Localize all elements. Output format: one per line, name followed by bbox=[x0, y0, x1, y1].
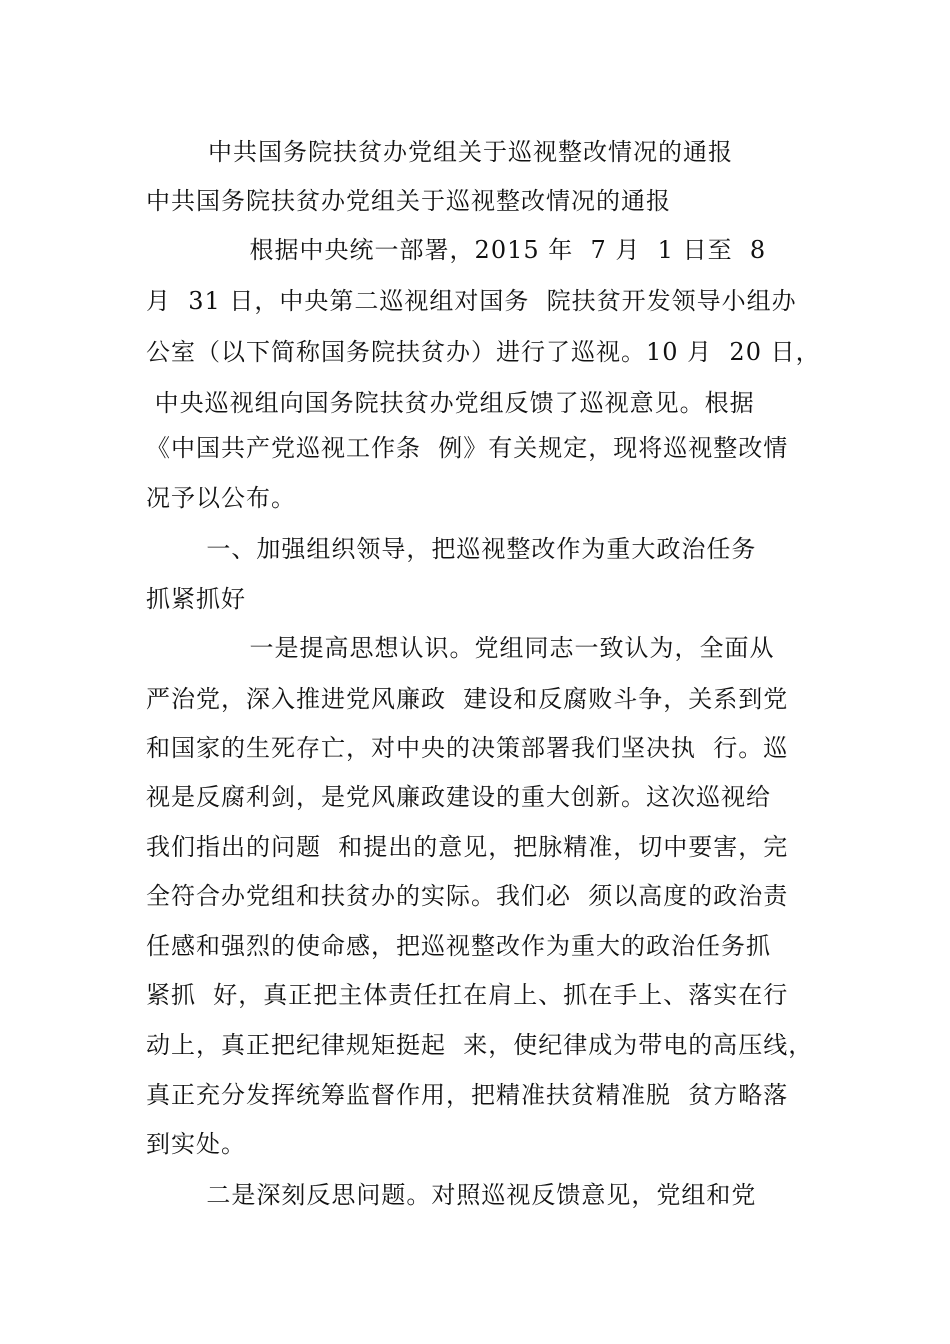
body-line: 紧抓 好，真正把主体责任扛在肩上、抓在手上、落实在行 bbox=[146, 981, 789, 1009]
body-line: 根据中央统一部署，2015 年 7 月 1 日至 8 bbox=[146, 236, 767, 264]
body-line: 任感和强烈的使命感，把巡视整改作为重大的政治任务抓 bbox=[146, 932, 771, 960]
body-line: 全符合办党组和扶贫办的实际。我们必 须以高度的政治责 bbox=[146, 882, 789, 910]
body-line: 况予以公布。 bbox=[146, 484, 296, 512]
body-line: 中央巡视组向国务院扶贫办党组反馈了巡视意见。根据 bbox=[146, 389, 755, 417]
body-line: 一是提高思想认识。党组同志一致认为，全面从 bbox=[146, 634, 775, 662]
body-line: 二是深刻反思问题。对照巡视反馈意见，党组和党 bbox=[146, 1181, 757, 1209]
body-line: 和国家的生死存亡，对中央的决策部署我们坚决执 行。巡 bbox=[146, 734, 789, 762]
body-line: 《中国共产党巡视工作条 例》有关规定，现将巡视整改情 bbox=[146, 434, 789, 462]
body-line: 到实处。 bbox=[146, 1130, 246, 1158]
body-line: 动上，真正把纪律规矩挺起 来，使纪律成为带电的高压线， bbox=[146, 1031, 814, 1059]
body-line: 月 31 日，中央第二巡视组对国务 院扶贫开发领导小组办 bbox=[146, 287, 797, 315]
body-line: 公室（以下简称国务院扶贫办）进行了巡视。10 月 20 日， bbox=[146, 338, 821, 366]
body-line: 视是反腐利剑，是党风廉政建设的重大创新。这次巡视给 bbox=[146, 783, 771, 811]
body-line: 我们指出的问题 和提出的意见，把脉精准，切中要害，完 bbox=[146, 833, 789, 861]
body-line: 严治党，深入推进党风廉政 建设和反腐败斗争，关系到党 bbox=[146, 685, 789, 713]
body-line: 真正充分发挥统筹监督作用，把精准扶贫精准脱 贫方略落 bbox=[146, 1081, 789, 1109]
body-line: 抓紧抓好 bbox=[146, 585, 246, 613]
section-heading: 一、加强组织领导，把巡视整改作为重大政治任务 bbox=[146, 535, 757, 563]
document-title-repeat: 中共国务院扶贫办党组关于巡视整改情况的通报 bbox=[146, 187, 671, 215]
document-title: 中共国务院扶贫办党组关于巡视整改情况的通报 bbox=[208, 138, 733, 166]
